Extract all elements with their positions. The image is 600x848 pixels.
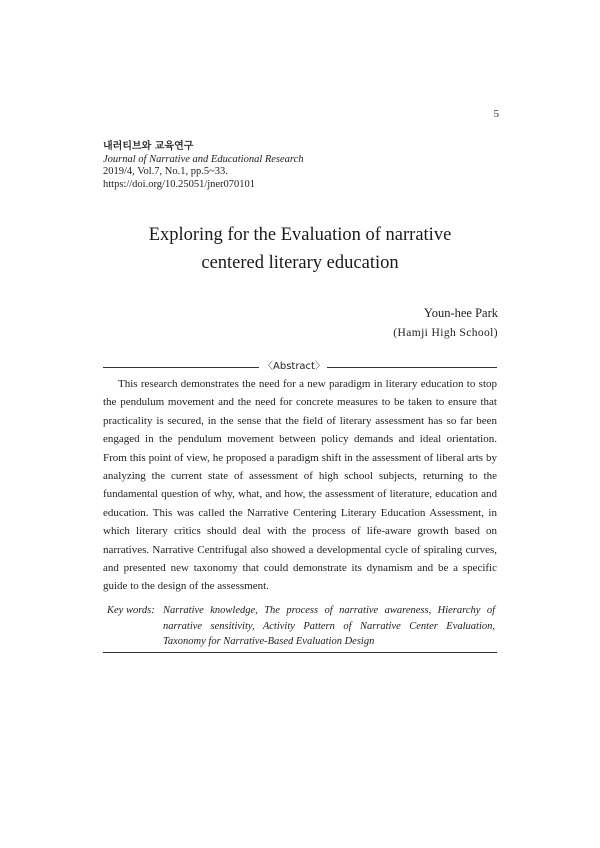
page-number: 5 [493, 108, 499, 120]
keywords-block [107, 603, 495, 650]
abstract-divider-line-left [103, 367, 259, 368]
abstract-body: This research demonstrates the need for a new paradigm in literary education to stop the pendulum movement and the need for concrete measures to be taken to ensure that practicality is secured, in the sense that the field of literary assessment has so far been engaged in the pendulum movement between policy demands and ideal orientation. From this point of view, he proposed a paradigm shift in the assessment of liberal arts by analyzing the current state of assessment of high school subjects, returning to the fundamental question of why, what, and how, the assessment of literature, education and education. This was called the Narrative Centering Literary Education Assessment, in which literary critics should deal with the process of life-aware growth based on narratives. Narrative Centrifugal also showed a developmental cycle of spiraling curves, and presented new taxonomy that could demonstrate its dynamism and be a specific guide to the design of the assessment. [103, 378, 497, 593]
journal-issue: 2019/4, Vol.7, No.1, pp.5~33. [103, 166, 228, 178]
abstract-divider-line-right [327, 367, 497, 368]
author-name: Youn-hee Park [423, 306, 498, 320]
abstract-bottom-rule [103, 652, 497, 653]
paper-title-line-1: Exploring for the Evaluation of narrative [148, 225, 452, 245]
paper-title-line-2: centered literary education [201, 253, 399, 273]
abstract-heading: 〈Abstract〉 [263, 361, 325, 372]
journal-doi: https://doi.org/10.25051/jner070101 [103, 178, 256, 190]
paper-title [0, 221, 600, 277]
keywords-label: Key words: [107, 605, 155, 616]
keywords-values: Narrative knowledge, The process of narrative awareness, Hierarchy of narrative sensitivity, Activity Pattern of Narrative Center Evaluation, Taxonomy for Narrative-Based Evaluation Design [163, 605, 495, 647]
journal-header [103, 141, 304, 191]
author-affiliation: (Hamji High School) [393, 327, 498, 339]
abstract-divider [103, 360, 497, 374]
journal-title-korean: 내러티브와 교육연구 [103, 141, 194, 152]
journal-title-english: Journal of Narrative and Educational Research [103, 153, 304, 165]
author-block [393, 303, 498, 343]
